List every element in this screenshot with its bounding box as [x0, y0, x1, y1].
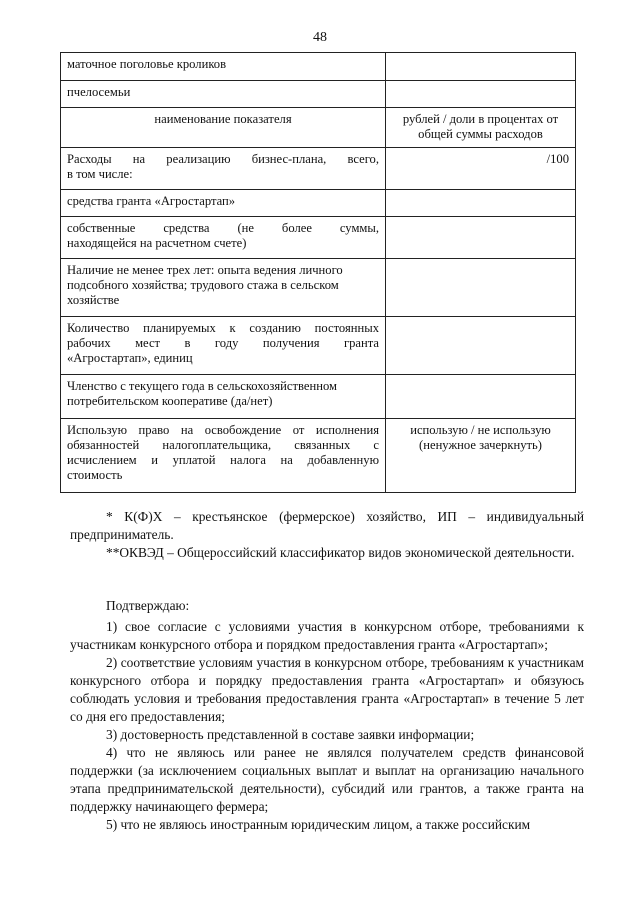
table-header-row: [61, 108, 576, 148]
row-value-cell: [386, 375, 576, 419]
row-value-cell: /100: [386, 148, 576, 190]
row-label: средства гранта «Агростартап»: [61, 190, 386, 217]
row-label: Количество планируемых к созданию постоянных рабочих мест в году получения гранта «Агростартап», единиц: [61, 317, 386, 375]
row-value-cell: использую / не использую (ненужное зачеркнуть): [386, 419, 576, 493]
row-value-cell: [386, 259, 576, 317]
table-row: [61, 317, 576, 375]
row-value-cell: [386, 81, 576, 108]
page-number: 48: [313, 30, 327, 45]
table-row: [61, 217, 576, 259]
row-label: Расходы на реализацию бизнес-плана, всего, в том числе:: [61, 148, 386, 190]
indicator-column-header: наименование показателя: [61, 108, 386, 148]
table-row: [61, 148, 576, 190]
row-value-cell: [386, 317, 576, 375]
confirmation-section: [70, 597, 584, 834]
confirmation-item: 2) соответствие условиям участия в конкурсном отборе, требованиям к участникам конкурсного отбора и порядку предоставления гранта «Агростартап» и обязуюсь соблюдать условия и требования предоставления гранта «Агростартап» в течение 5 лет со дня его предоставления;: [70, 655, 584, 724]
table-row: [61, 81, 576, 108]
table-row: [61, 53, 576, 81]
row-label: Членство с текущего года в сельскохозяйственном потребительском кооперативе (да/нет): [61, 375, 386, 419]
footnote-kfh: * К(Ф)Х – крестьянское (фермерское) хозяйство, ИП – индивидуальный предприниматель.: [70, 509, 584, 542]
table-row: [61, 375, 576, 419]
footnote-okved: **ОКВЭД – Общероссийский классификатор видов экономической деятельности.: [106, 545, 575, 560]
table-row: [61, 259, 576, 317]
value-column-header: рублей / доли в процентах от общей суммы расходов: [386, 108, 576, 148]
confirmation-heading: Подтверждаю:: [106, 598, 190, 613]
indicators-table: [60, 52, 576, 493]
table-row: [61, 190, 576, 217]
table-row: [61, 419, 576, 493]
confirmation-item: 4) что не являюсь или ранее не являлся получателем средств финансовой поддержки (за исключением социальных выплат и выплат на организацию начального этапа предпринимательской деятельности), субсидий или грантов, а также гранта на поддержку начинающего фермера;: [70, 745, 584, 814]
confirmation-item: 5) что не являюсь иностранным юридическим лицом, а также российским: [106, 817, 531, 832]
row-value-cell: [386, 190, 576, 217]
row-label: Наличие не менее трех лет: опыта ведения личного подсобного хозяйства; трудового стажа в сельском хозяйстве: [61, 259, 386, 317]
row-label: маточное поголовье кроликов: [61, 53, 386, 81]
confirmation-item: 1) свое согласие с условиями участия в конкурсном отборе, требованиями к участникам конкурсного отбора и порядком предоставления гранта «Агростартап»;: [70, 619, 584, 652]
confirmation-item: 3) достоверность представленной в составе заявки информации;: [106, 727, 475, 742]
row-value-cell: [386, 217, 576, 259]
row-label: пчелосемьи: [61, 81, 386, 108]
row-value-cell: [386, 53, 576, 81]
row-label: Использую право на освобождение от исполнения обязанностей налогоплательщика, связанных с исчислением и уплатой налога на добавленную стоимость: [61, 419, 386, 493]
footnotes: [70, 508, 584, 562]
row-label: собственные средства (не более суммы, находящейся на расчетном счете): [61, 217, 386, 259]
